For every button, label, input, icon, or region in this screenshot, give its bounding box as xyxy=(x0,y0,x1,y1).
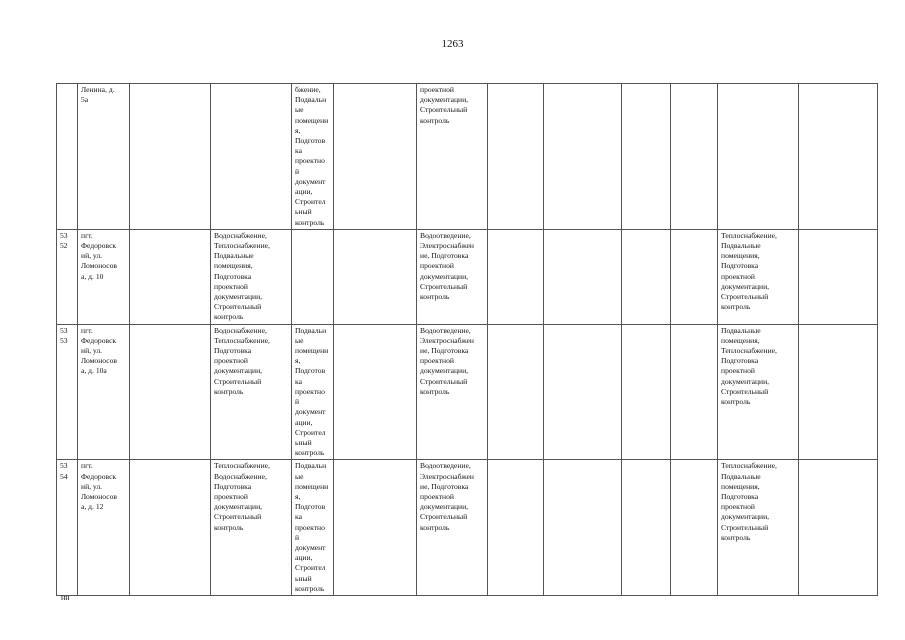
cell-address: пгт. Федоровск ий, ул. Ломоносов а, д. 12 xyxy=(78,460,130,596)
cell-col3 xyxy=(130,460,211,596)
cell-col10 xyxy=(622,229,671,324)
cell-col6 xyxy=(334,460,417,596)
cell-col13 xyxy=(799,229,878,324)
cell-address: пгт. Федоровск ий, ул. Ломоносов а, д. 10 xyxy=(78,229,130,324)
cell-col13 xyxy=(799,84,878,230)
cell-col7: Водоотведение, Электроснабжен ие, Подготовка проектной документации, Строительный контроль xyxy=(417,324,488,460)
cell-address: пгт. Федоровск ий, ул. Ломоносов а, д. 10а xyxy=(78,324,130,460)
cell-col4: Теплоснабжение, Водоснабжение, Подготовка проектной документации, Строительный контроль xyxy=(211,460,292,596)
cell-col11 xyxy=(671,324,718,460)
cell-col6 xyxy=(334,324,417,460)
cell-col5 xyxy=(292,229,334,324)
table-row xyxy=(57,324,878,460)
cell-col11 xyxy=(671,460,718,596)
cell-col13 xyxy=(799,460,878,596)
cell-col7: Водоотведение, Электроснабжен ие, Подготовка проектной документации, Строительный контроль xyxy=(417,229,488,324)
cell-col6 xyxy=(334,84,417,230)
cell-col12: Теплоснабжение, Подвальные помещения, Подготовка проектной документации, Строительный контроль xyxy=(718,229,799,324)
cell-col3 xyxy=(130,84,211,230)
cell-col12: Подвальные помещения, Теплоснабжение, Подготовка проектной документации, Строительный контроль xyxy=(718,324,799,460)
cell-col9 xyxy=(544,84,622,230)
cell-col9 xyxy=(544,324,622,460)
works-table xyxy=(56,83,878,596)
cell-col12: Теплоснабжение, Подвальные помещения, Подготовка проектной документации, Строительный контроль xyxy=(718,460,799,596)
table-row xyxy=(57,460,878,596)
cell-col10 xyxy=(622,460,671,596)
cell-col10 xyxy=(622,84,671,230)
table-row xyxy=(57,229,878,324)
cell-col9 xyxy=(544,460,622,596)
cell-col11 xyxy=(671,84,718,230)
cell-col11 xyxy=(671,229,718,324)
table-row xyxy=(57,84,878,230)
cell-col8 xyxy=(488,229,544,324)
cell-number: 53 53 xyxy=(57,324,78,460)
cell-col4 xyxy=(211,84,292,230)
cell-number: 53 54 xyxy=(57,460,78,596)
cell-number xyxy=(57,84,78,230)
cell-col6 xyxy=(334,229,417,324)
cell-col7: Водоотведение, Электроснабжен ие, Подготовка проектной документации, Строительный контроль xyxy=(417,460,488,596)
cell-col10 xyxy=(622,324,671,460)
cell-col8 xyxy=(488,84,544,230)
cell-address: Ленина, д. 5а xyxy=(78,84,130,230)
cell-col5: Подвальн ые помещени я, Подготов ка проектно й документ ации, Строител ьный контроль xyxy=(292,324,334,460)
cell-col7: проектной документации, Строительный контроль xyxy=(417,84,488,230)
cell-col4: Водоснабжение, Теплоснабжение, Подвальные помещения, Подготовка проектной документации, Строительный контроль xyxy=(211,229,292,324)
cell-col13 xyxy=(799,324,878,460)
cell-col8 xyxy=(488,324,544,460)
cell-col3 xyxy=(130,229,211,324)
cell-col8 xyxy=(488,460,544,596)
cell-col4: Водоснабжение, Теплоснабжение, Подготовка проектной документации, Строительный контроль xyxy=(211,324,292,460)
cell-col9 xyxy=(544,229,622,324)
cell-number: 53 52 xyxy=(57,229,78,324)
cell-col12 xyxy=(718,84,799,230)
cell-col5: бжение, Подвальн ые помещени я, Подготов ка проектно й документ ации, Строител ьный контроль xyxy=(292,84,334,230)
footer-mark: нн xyxy=(61,593,70,602)
cell-col5: Подвальн ые помещени я, Подготов ка проектно й документ ации, Строител ьный контроль xyxy=(292,460,334,596)
cell-col3 xyxy=(130,324,211,460)
page-number: 1263 xyxy=(441,38,464,50)
